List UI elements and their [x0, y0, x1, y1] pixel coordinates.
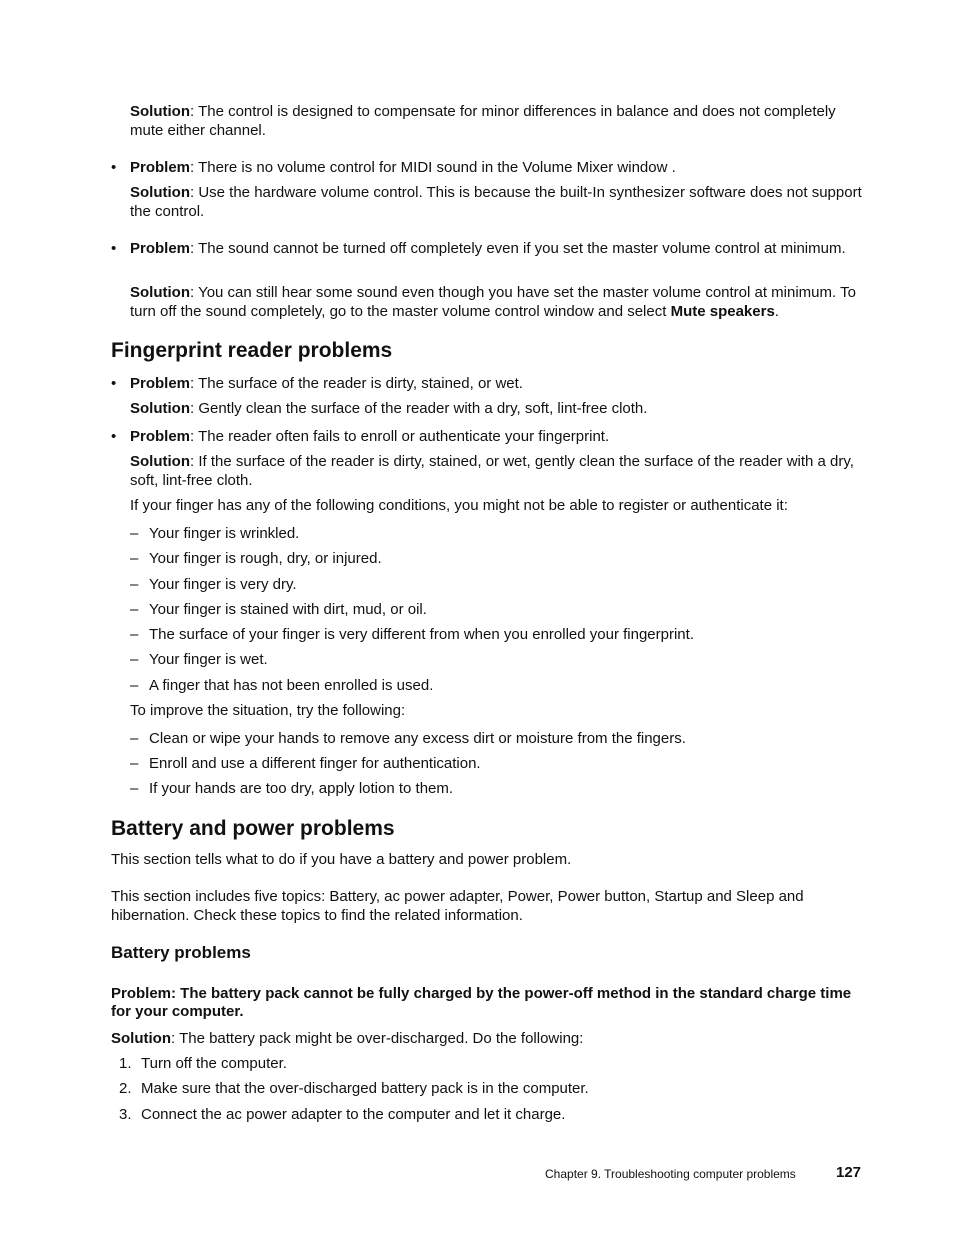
battery-paragraph-1: This section tells what to do if you have a battery and power problem. — [111, 851, 572, 868]
period: . — [774, 303, 779, 320]
solution-text: : If the surface of the reader is dirty, stained, or wet, gently clean the surface of the reader with a dry, soft, lint-free cloth. — [130, 453, 854, 489]
problem-text: : The sound cannot be turned off completely even if you set the master volume control at minimum. — [190, 240, 846, 257]
solution-dirty-reader — [130, 399, 865, 418]
problem-dirty-reader — [130, 374, 865, 393]
condition-item: A finger that has not been enrolled is used. — [149, 677, 434, 694]
solution-label: Solution — [130, 103, 190, 120]
dash: – — [130, 677, 139, 694]
page-number: 127 — [836, 1164, 862, 1181]
problem-text: : The reader often fails to enroll or authenticate your fingerprint. — [190, 428, 610, 445]
dash: – — [130, 576, 139, 593]
dash: – — [130, 651, 139, 668]
problem-label: Problem — [130, 240, 191, 257]
condition-item: Your finger is wrinkled. — [149, 525, 300, 542]
fingerprint-heading: Fingerprint reader problems — [111, 339, 393, 362]
solution-sound-off — [130, 283, 865, 321]
solution-text: : The control is designed to compensate for minor differences in balance and does not completely mute either channel. — [130, 103, 836, 139]
solution-text: : Use the hardware volume control. This is because the built-In synthesizer software does not support the control. — [130, 184, 862, 220]
battery-subheading: Battery problems — [111, 943, 251, 962]
footer-chapter: Chapter 9. Troubleshooting computer problems — [545, 1167, 796, 1181]
dash: – — [130, 601, 139, 618]
problem-label: Problem — [130, 375, 191, 392]
problem-label: Problem — [130, 428, 191, 445]
mute-speakers-label: Mute speakers — [670, 303, 775, 320]
step-item: Connect the ac power adapter to the computer and let it charge. — [141, 1106, 566, 1123]
problem-text: : There is no volume control for MIDI sound in the Volume Mixer window . — [190, 159, 676, 176]
problem-text: : The surface of the reader is dirty, stained, or wet. — [190, 375, 523, 392]
problem-midi — [130, 158, 865, 177]
solution-enroll-fail — [130, 452, 865, 490]
bullet: • — [111, 375, 117, 392]
dash: – — [130, 626, 139, 643]
solution-midi — [130, 183, 865, 221]
bullet: • — [111, 159, 117, 176]
condition-item: Your finger is rough, dry, or injured. — [149, 550, 382, 567]
step-item: Make sure that the over-discharged battery pack is in the computer. — [141, 1080, 589, 1097]
dash: – — [130, 525, 139, 542]
dash: – — [130, 755, 139, 772]
conditions-intro: If your finger has any of the following conditions, you might not be able to register or authenticate it: — [130, 497, 788, 514]
battery-solution — [111, 1029, 865, 1048]
condition-item: The surface of your finger is very different from when you enrolled your fingerprint. — [149, 626, 694, 643]
solution-label: Solution — [130, 400, 190, 417]
condition-item: Your finger is very dry. — [149, 576, 297, 593]
improvement-item: If your hands are too dry, apply lotion to them. — [149, 780, 454, 797]
solution-label: Solution — [111, 1030, 171, 1047]
dash: – — [130, 780, 139, 797]
condition-item: Your finger is stained with dirt, mud, or oil. — [149, 601, 427, 618]
bullet: • — [111, 240, 117, 257]
solution-text: : Gently clean the surface of the reader with a dry, soft, lint-free cloth. — [190, 400, 648, 417]
step-item: Turn off the computer. — [141, 1055, 287, 1072]
step-number: 2. — [119, 1080, 132, 1097]
condition-item: Your finger is wet. — [149, 651, 268, 668]
solution-label: Solution — [130, 284, 190, 301]
problem-enroll-fail — [130, 427, 865, 446]
bullet: • — [111, 428, 117, 445]
intro-solution — [130, 102, 865, 140]
problem-sound-off — [130, 239, 865, 258]
step-number: 3. — [119, 1106, 132, 1123]
step-number: 1. — [119, 1055, 132, 1072]
solution-label: Solution — [130, 184, 190, 201]
dash: – — [130, 730, 139, 747]
battery-heading: Battery and power problems — [111, 817, 395, 840]
dash: – — [130, 550, 139, 567]
battery-paragraph-2: This section includes five topics: Battery, ac power adapter, Power, Power button, Startup and Sleep and hibernation. Check these topics to find the related information. — [111, 888, 804, 924]
solution-text: : You can still hear some sound even though you have set the master volume control at minimum. To turn off the sound completely, go to the master volume control window and select — [130, 284, 856, 320]
improve-intro: To improve the situation, try the following: — [130, 702, 406, 719]
improvement-item: Clean or wipe your hands to remove any excess dirt or moisture from the fingers. — [149, 730, 686, 747]
problem-label: Problem — [130, 159, 191, 176]
solution-label: Solution — [130, 453, 190, 470]
battery-problem: Problem: The battery pack cannot be fully charged by the power-off method in the standard charge time for your computer. — [111, 985, 852, 1020]
solution-text: : The battery pack might be over-discharged. Do the following: — [171, 1030, 584, 1047]
improvement-item: Enroll and use a different finger for authentication. — [149, 755, 481, 772]
